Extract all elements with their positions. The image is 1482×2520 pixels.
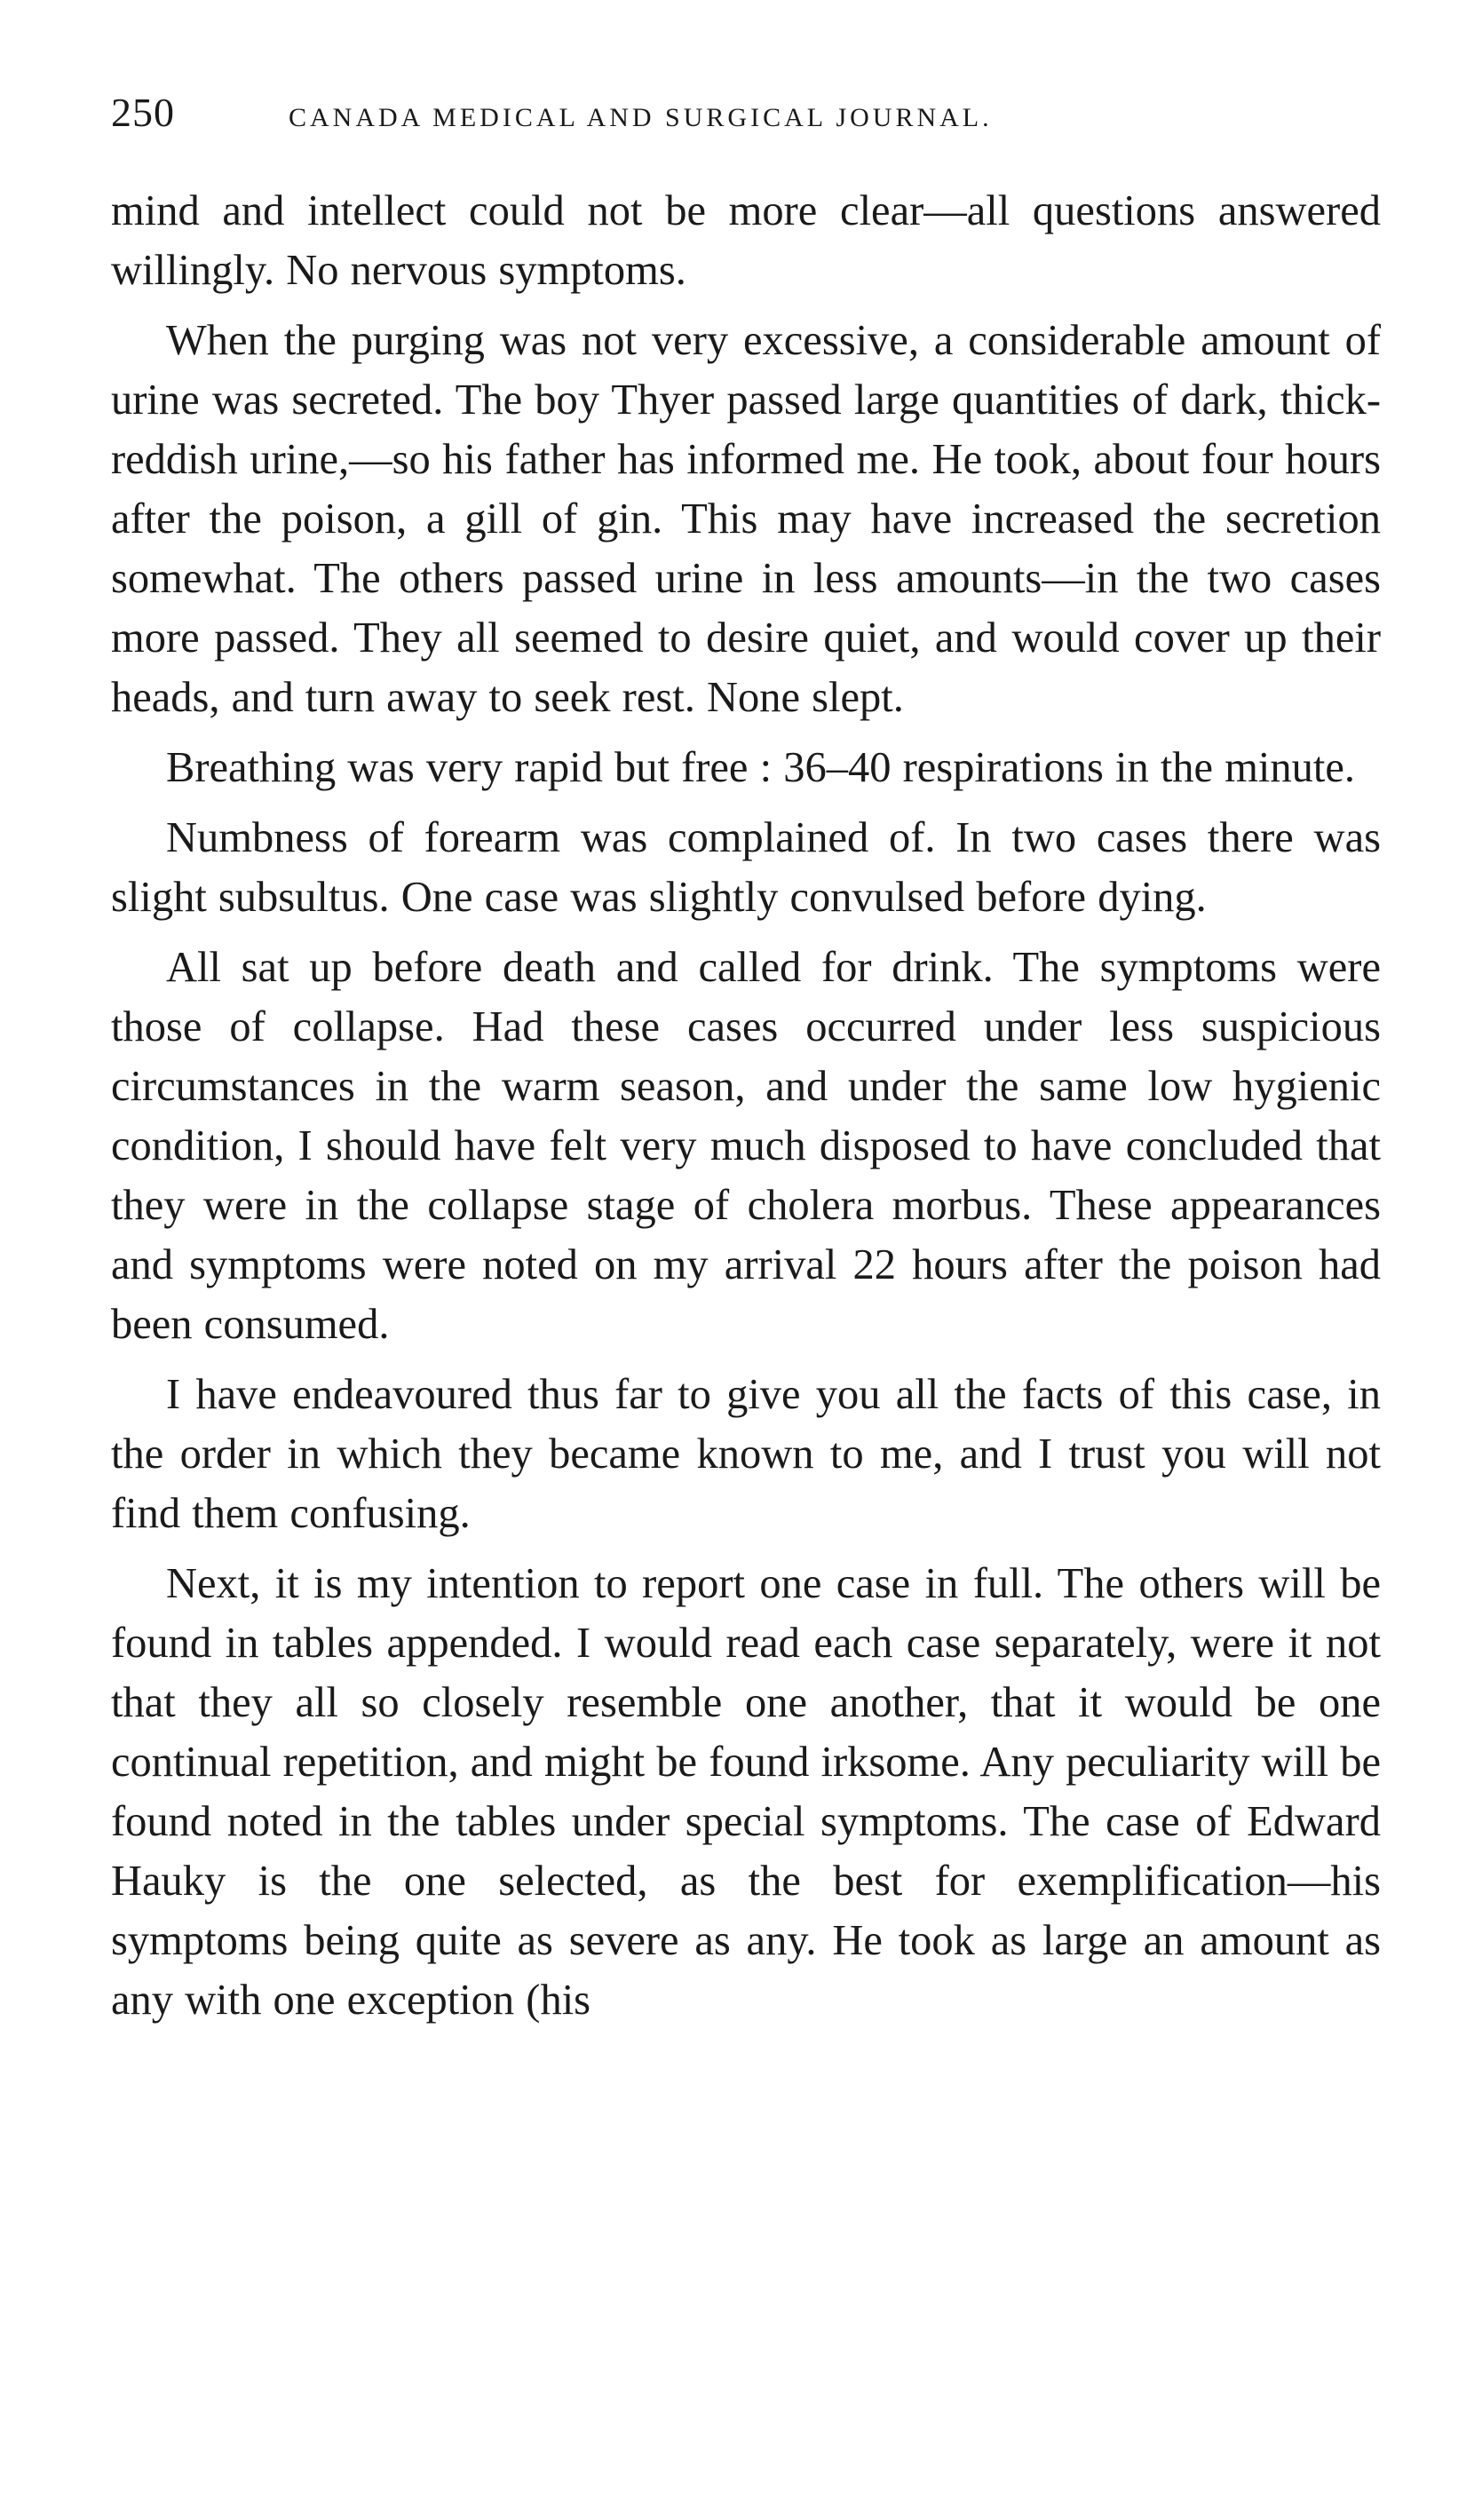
paragraph-collapse: All sat up before death and called for drink. The symptoms were those of collapse. Had these cases occurred under less suspicious circumstances in the warm season, and under the same low hygienic condition, I should have felt very much disposed to have concluded that they were in the collapse stage of cholera morbus. These appearances and symptoms were noted on my arrival 22 hours after the poison had been consumed. [111,944,1381,1348]
paragraph-urine: When the purging was not very excessive, a considerable amount of urine was secreted. The boy Thyer passed large quantities of dark, thick-reddish urine,—so his father has informed me. He took, about four hours after the poison, a gill of gin. This may have increased the secretion somewhat. The others passed urine in less amounts—in the two cases more passed. They all seemed to desire quiet, and would cover up their heads, and turn away to seek rest. None slept. [111,317,1381,721]
paragraph-facts: I have endeavoured thus far to give you all the facts of this case, in the order in which they became known to me, and I trust you will not find them confusing. [111,1371,1381,1537]
page-number: 250 [111,90,175,135]
paragraph-next-case: Next, it is my intention to report one case in full. The others will be found in tables appended. I would read each case separately, were it not that they all so closely resemble one another, that it would be one continual repetition, and might be found irksome. Any peculiarity will be found noted in the tables under special symptoms. The case of Edward Hauky is the one selected, as the best for exemplification—his symptoms being quite as severe as any. He took as large an amount as any with one exception (his [111,1560,1381,2024]
body-text [111,181,1381,2030]
page-header [111,89,1381,160]
paragraph-numbness: Numbness of forearm was complained of. In two cases there was slight subsultus. One case was slightly convulsed before dying. [111,814,1381,921]
running-title: CANADA MEDICAL AND SURGICAL JOURNAL. [289,103,993,132]
paragraph-breathing: Breathing was very rapid but free : 36–40 respirations in the minute. [166,744,1356,791]
journal-page [111,89,1381,2041]
paragraph-continuation: mind and intellect could not be more clear—all questions answered willingly. No nervous symptoms. [111,187,1381,294]
